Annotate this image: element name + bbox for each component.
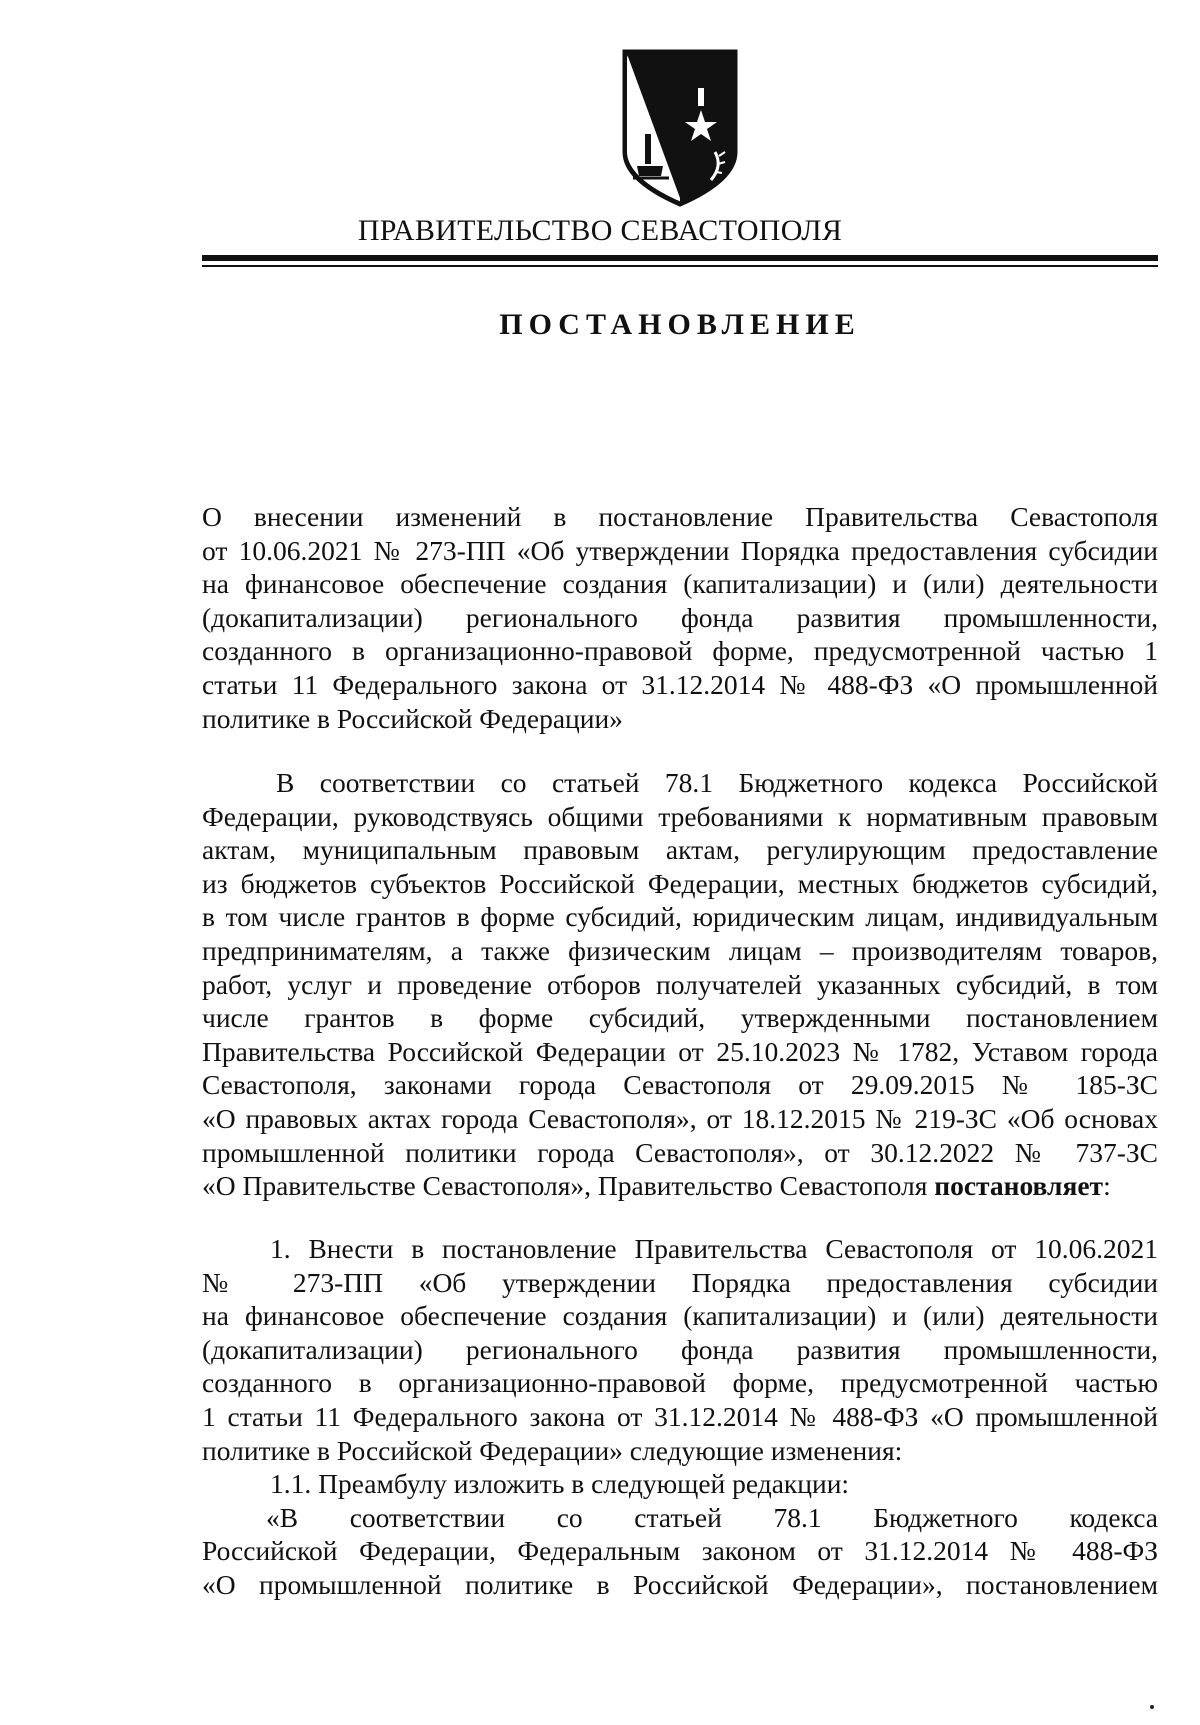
preamble-line: В соответствии со статьей 78.1 Бюджетного кодекса Российской — [276, 767, 1158, 798]
enacting-colon: : — [1103, 1170, 1111, 1202]
subject-line: от 10.06.2021 № 273-ПП «Об утверждении Порядка предоставления субсидии — [202, 534, 1158, 566]
subject-line: (докапитализации) регионального фонда развития промышленности, — [202, 601, 1158, 633]
preamble-paragraph — [202, 766, 1158, 1203]
subject-line: политике в Российской Федерации» — [202, 702, 623, 734]
organization-title: ПРАВИТЕЛЬСТВО СЕВАСТОПОЛЯ — [357, 214, 843, 247]
item-line: созданного в организационно-правовой форме, предусмотренной частью — [202, 1367, 1158, 1399]
preamble-line: Севастополя, законами города Севастополя от 29.09.2015 № 185-ЗС — [202, 1069, 1158, 1101]
enacting-word: постановляет — [934, 1170, 1104, 1202]
subject-line: созданного в организационно-правовой форме, предусмотренной частью 1 — [202, 635, 1158, 667]
preamble-line: Федерации, руководствуясь общими требованиями к нормативным правовым — [202, 800, 1158, 832]
preamble-line: Правительства Российской Федерации от 25.10.2023 № 1782, Уставом города — [202, 1035, 1158, 1067]
preamble-line: числе грантов в форме субсидий, утвержденными постановлением — [202, 1002, 1158, 1034]
item-line: политике в Российской Федерации» следующие изменения: — [202, 1434, 903, 1466]
preamble-line: работ, услуг и проведение отборов получателей указанных субсидий, в том — [202, 968, 1158, 1000]
item-line: «О промышленной политике в Российской Федерации», постановлением — [202, 1568, 1158, 1600]
item-line: на финансовое обеспечение создания (капитализации) и (или) деятельности — [202, 1300, 1158, 1332]
item-line: «В соответствии со статьей 78.1 Бюджетного кодекса — [266, 1501, 1158, 1533]
preamble-line: из бюджетов субъектов Российской Федерации, местных бюджетов субсидий, — [202, 867, 1158, 899]
preamble-line: актам, муниципальным правовым актам, регулирующим предоставление — [202, 834, 1158, 866]
header-rule-thin — [202, 265, 1158, 267]
subject-line: статьи 11 Федерального закона от 31.12.2014 № 488-ФЗ «О промышленной — [202, 668, 1158, 700]
preamble-line: «О правовых актах города Севастополя», от 18.12.2015 № 219-ЗС «Об основах — [202, 1102, 1158, 1134]
preamble-line: в том числе грантов в форме субсидий, юридическим лицам, индивидуальным — [202, 901, 1158, 933]
subitem-heading: 1.1. Преамбулу изложить в следующей редакции: — [270, 1468, 850, 1500]
preamble-line: промышленной политики города Севастополя», от 30.12.2022 № 737-ЗС — [202, 1136, 1158, 1168]
document-type-heading: ПОСТАНОВЛЕНИЕ — [499, 308, 861, 341]
preamble-final-line — [202, 1169, 1158, 1203]
preamble-final-text: «О Правительстве Севастополя», Правительство Севастополя — [202, 1170, 935, 1202]
sevastopol-coat-of-arms-icon — [619, 48, 741, 208]
resolution-item-1 — [202, 1232, 1158, 1602]
item-line: 1. Внести в постановление Правительства Севастополя от 10.06.2021 — [270, 1233, 1158, 1264]
page-mark — [1150, 1705, 1154, 1709]
item-line: (докапитализации) регионального фонда развития промышленности, — [202, 1333, 1158, 1365]
subject-line: О внесении изменений в постановление Правительства Севастополя — [202, 501, 1158, 532]
preamble-line: предпринимателям, а также физическим лицам – производителям товаров, — [202, 934, 1158, 966]
header-rule-thick — [202, 255, 1158, 261]
subject-line: на финансовое обеспечение создания (капитализации) и (или) деятельности — [202, 568, 1158, 600]
item-line: 1 статьи 11 Федерального закона от 31.12.2014 № 488-ФЗ «О промышленной — [202, 1400, 1158, 1432]
item-line: Российской Федерации, Федеральным законом от 31.12.2014 № 488-ФЗ — [202, 1535, 1158, 1567]
item-line: № 273-ПП «Об утверждении Порядка предоставления субсидии — [202, 1266, 1158, 1298]
document-subject — [202, 500, 1158, 735]
